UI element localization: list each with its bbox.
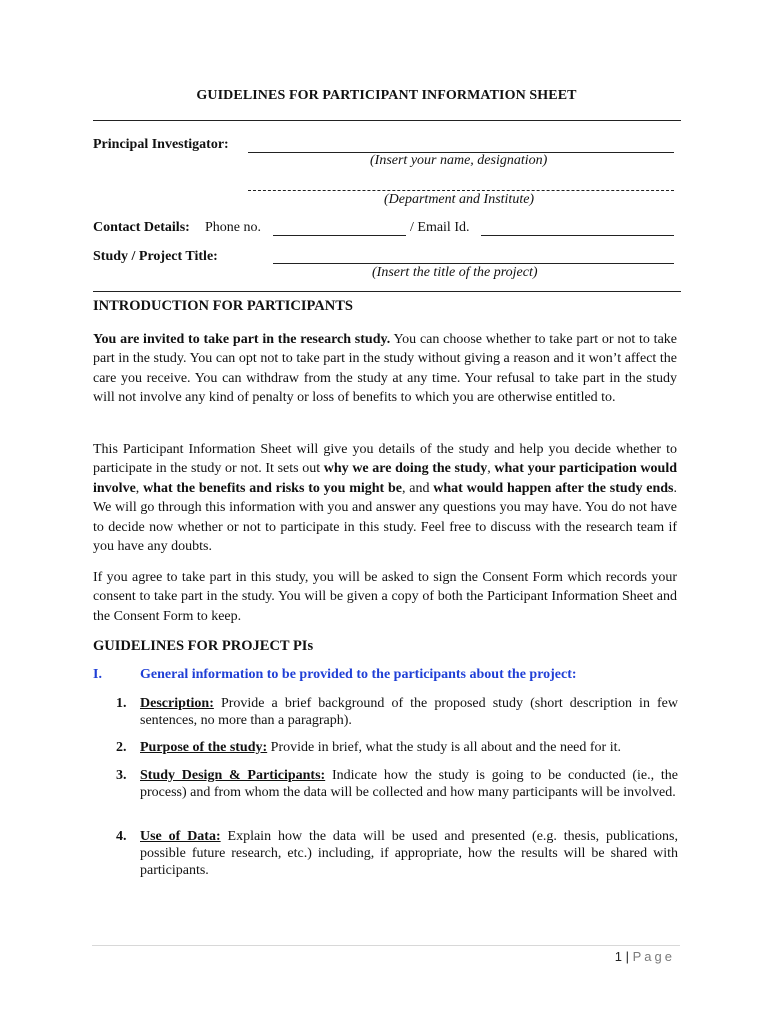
list-item-text: Provide a brief background of the proposed study (short description in few sentences, no more than a paragraph). — [140, 696, 678, 728]
list-item-number: 1. — [116, 696, 127, 711]
list-item-term: Use of Data: — [140, 829, 221, 844]
study-title-blank[interactable] — [273, 263, 674, 264]
email-label: / Email Id. — [410, 220, 470, 235]
title-divider — [93, 120, 681, 121]
department-hint: (Department and Institute) — [384, 192, 535, 207]
list-item-text: Provide in brief, what the study is all about and the need for it. — [267, 740, 621, 755]
list-item-text: Indicate how the study is going to be conducted (ie., the process) and from whom the data will be collected and how many participants will be involved. — [140, 768, 678, 800]
intro-heading: INTRODUCTION FOR PARTICIPANTS — [93, 298, 353, 314]
intro-p2-text-a: This Participant Information Sheet will give you details of the study and help you decide whether to participate in the study or not. It sets out — [93, 442, 677, 477]
email-blank[interactable] — [481, 235, 674, 236]
list-item — [116, 828, 678, 879]
pi-label: Principal Investigator: — [93, 137, 229, 152]
phone-blank[interactable] — [273, 235, 406, 236]
section-title: General information to be provided to the participants about the project: — [140, 667, 577, 682]
intro-p2-why: why we are doing the study — [323, 461, 488, 477]
study-title-label: Study / Project Title: — [93, 249, 218, 264]
page-word: Page — [632, 949, 675, 964]
list-item — [116, 739, 678, 756]
list-item-number: 2. — [116, 740, 127, 755]
list-item-term: Description: — [140, 696, 214, 711]
department-blank[interactable] — [248, 190, 674, 191]
list-item — [116, 695, 678, 729]
contact-label: Contact Details: — [93, 220, 190, 235]
list-item-number: 3. — [116, 768, 127, 783]
intro-p2-sep-2: , — [135, 480, 144, 496]
page-footer — [615, 949, 675, 964]
form-divider — [93, 291, 681, 292]
phone-label: Phone no. — [205, 220, 261, 235]
intro-p2-sep-1: , — [487, 461, 495, 477]
guidelines-heading: GUIDELINES FOR PROJECT PIs — [93, 638, 314, 654]
intro-p1-text: You can choose whether to take part or not to take part in the study. You can opt not to take part in the study without giving a reason and it won’t affect the care you receive. You can withdraw from the study at any time. Your refusal to take part in the study will not involve any kind of penalty or loss of benefits to which you are otherwise entitled to. — [93, 332, 677, 406]
document-title: GUIDELINES FOR PARTICIPANT INFORMATION SHEET — [196, 88, 577, 103]
intro-p2-involve: what your participation would involve — [93, 461, 678, 496]
study-title-hint: (Insert the title of the project) — [372, 265, 538, 280]
intro-paragraph-3: If you agree to take part in this study, you will be asked to sign the Consent Form which records your consent to take part in the study. You will be given a copy of both the Participant Information Sheet and the Consent Form to keep. — [93, 570, 677, 624]
page-separator: | — [625, 949, 629, 964]
list-item-number: 4. — [116, 829, 127, 844]
list-item-text: Explain how the data will be used and presented (e.g. thesis, publications, possible future research, etc.) including, if appropriate, how the results will be shared with participants. — [140, 829, 678, 878]
list-item-term: Study Design & Participants: — [140, 768, 326, 783]
intro-p2-text-b: . We will go through this information with you and answer any questions you may have. You do not have to decide now whether or not to participate in this study. Feel free to discuss with the research team if you have any doubts. — [93, 480, 677, 555]
intro-paragraph-1 — [93, 330, 677, 408]
intro-paragraph-2 — [93, 440, 677, 556]
pi-hint: (Insert your name, designation) — [370, 153, 548, 168]
section-number: I. — [93, 667, 102, 682]
intro-p2-sep-3: , and — [401, 480, 434, 496]
list-item — [116, 767, 678, 801]
footer-divider — [92, 945, 680, 946]
intro-p2-benefits: what the benefits and risks to you might be — [143, 480, 402, 496]
list-item-term: Purpose of the study: — [140, 740, 268, 755]
page-number: 1 — [614, 949, 622, 964]
intro-invite-bold: You are invited to take part in the research study. — [93, 332, 391, 347]
intro-p2-after: what would happen after the study ends — [433, 480, 674, 496]
